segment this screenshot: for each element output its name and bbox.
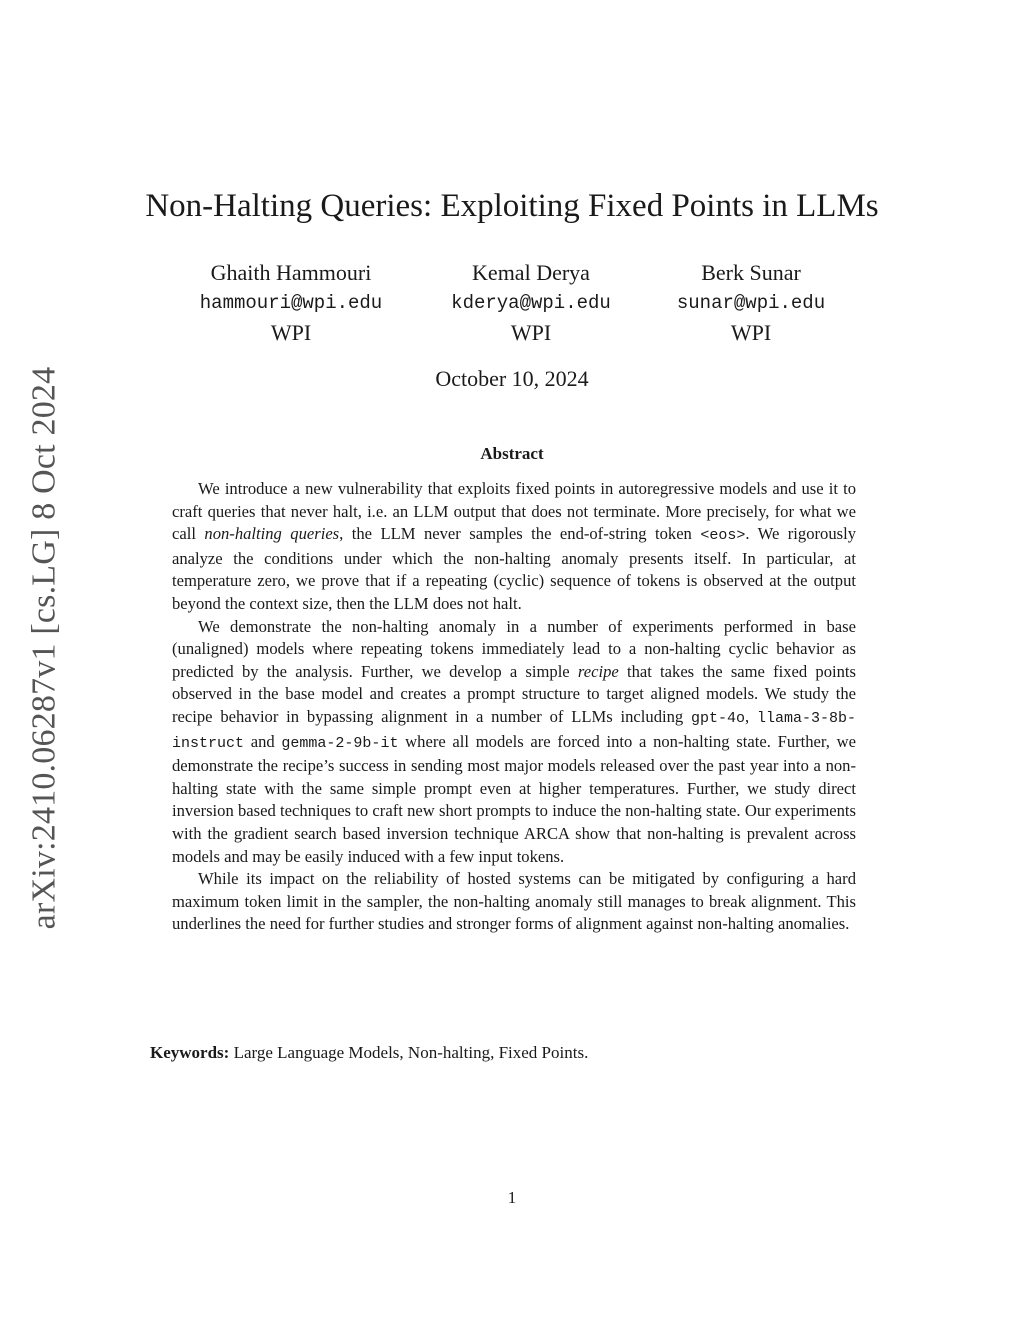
author-email[interactable]: sunar@wpi.edu: [676, 292, 826, 314]
model-name-code: gpt-4o: [691, 709, 746, 727]
author-2: [411, 258, 651, 348]
abstract-paragraph-1: [172, 478, 856, 616]
author-email[interactable]: kderya@wpi.edu: [451, 292, 611, 314]
abstract-body: [172, 478, 856, 936]
page-number: 1: [507, 1188, 517, 1207]
emphasis-term: recipe: [577, 661, 619, 681]
abstract-paragraph-3: While its impact on the reliability of hosted systems can be mitigated by configuring a hard maximum token limit in the sampler, the non-halting anomaly still manages to break alignment. This underlines the need for further studies and stronger forms of alignment against non-halting anomalies.: [172, 869, 856, 934]
keywords-label: Keywords:: [150, 1043, 230, 1062]
abstract-heading: Abstract: [480, 444, 544, 463]
text-run: and: [244, 731, 282, 751]
text-run: ,: [745, 706, 757, 726]
text-run: , the LLM never samples the end-of-string token: [339, 524, 701, 544]
paper-title: Non-Halting Queries: Exploiting Fixed Points in LLMs: [145, 188, 879, 224]
author-name: Berk Sunar: [701, 260, 801, 285]
author-3: [631, 258, 871, 348]
arxiv-identifier: arXiv:2410.06287v1 [cs.LG] 8 Oct 2024: [25, 366, 63, 929]
model-name-code: gemma-2-9b-it: [281, 734, 399, 752]
author-email[interactable]: hammouri@wpi.edu: [199, 292, 383, 314]
text-run: . We rigorously analyze the conditions under which the non-halting anomaly presents itself. In particular, at temperature zero, we prove that if a repeating (cyclic) sequence of tokens is observed at the output beyond the context size, then the LLM does not halt.: [172, 524, 856, 613]
text-run: that takes the same fixed points observed in the base model and creates a prompt structure to target aligned models. We study the recipe behavior in bypassing alignment in a number of LLMs including: [172, 661, 856, 726]
text-run: We demonstrate the non-halting anomaly in a number of experiments performed in base (unaligned) models where repeating tokens immediately lead to a non-halting cyclic behavior as predicted by the analysis. Further, we develop a simple: [172, 616, 856, 681]
author-affiliation: WPI: [270, 320, 312, 345]
author-name: Ghaith Hammouri: [210, 260, 372, 285]
keywords-line: [150, 1043, 588, 1063]
model-name-code: llama-3-8b-instruct: [172, 709, 856, 752]
abstract-paragraph-2: [172, 616, 856, 869]
author-block: [0, 258, 1024, 358]
author-name: Kemal Derya: [472, 260, 590, 285]
emphasis-term: non-halting queries: [204, 524, 340, 544]
author-1: [171, 258, 411, 348]
author-affiliation: WPI: [510, 320, 552, 345]
paper-date: October 10, 2024: [435, 366, 589, 391]
code-token: <eos>: [700, 527, 746, 545]
keywords-text: Large Language Models, Non-halting, Fixed Points.: [229, 1043, 589, 1062]
author-affiliation: WPI: [730, 320, 772, 345]
text-run: We introduce a new vulnerability that exploits fixed points in autoregressive models and use it to craft queries that never halt, i.e. an LLM output that does not terminate. More precisely, for what we call: [172, 479, 856, 544]
text-run: where all models are forced into a non-halting state. Further, we demonstrate the recipe’s success in sending most major models released over the past year into a non-halting state with the same simple prompt even at higher temperatures. Further, we study direct inversion based techniques to craft new short prompts to induce the non-halting state. Our experiments with the gradient search based inversion technique ARCA show that non-halting is prevalent across models and may be easily induced with a few input tokens.: [172, 731, 856, 866]
